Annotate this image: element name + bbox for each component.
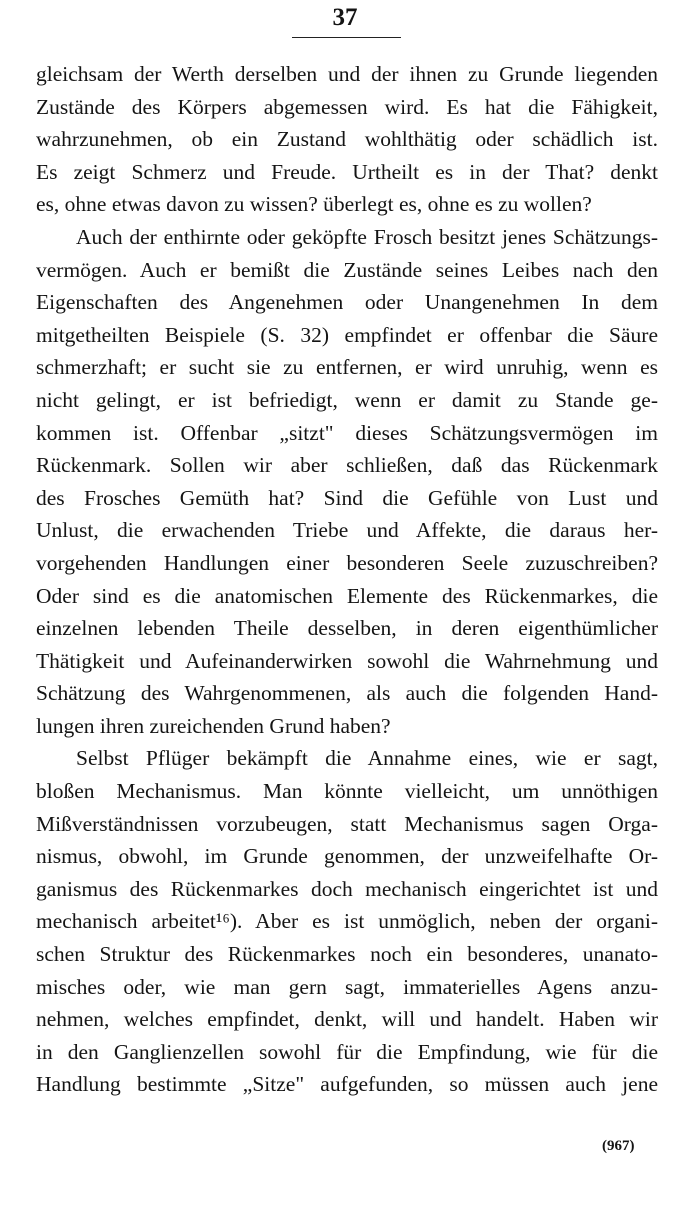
text-line: Rückenmark. Sollen wir aber schließen, daß das Rückenmark	[36, 453, 658, 478]
text-line: gleichsam der Werth derselben und der ihnen zu Grunde liegenden	[36, 62, 658, 86]
text-line: Schätzung des Wahrgenommenen, als auch die folgenden Hand-	[36, 681, 658, 706]
text-line: wahrzunehmen, ob ein Zustand wohlthätig oder schädlich ist.	[36, 127, 658, 152]
text-line: Auch der enthirnte oder geköpfte Frosch besitzt jenes Schätzungs-	[76, 224, 658, 249]
printer-signature: (967)	[602, 1138, 635, 1154]
text-line: mechanisch arbeitet¹⁶). Aber es ist unmöglich, neben der organi-	[36, 909, 658, 934]
header-rule	[292, 37, 401, 38]
text-line: nicht gelingt, er ist befriedigt, wenn er damit zu Stande ge-	[36, 387, 658, 412]
text-line: Mißverständnissen vorzubeugen, statt Mechanismus sagen Orga-	[36, 811, 658, 836]
text-line: schmerzhaft; er sucht sie zu entfernen, er wird unruhig, wenn es	[36, 355, 658, 380]
text-line: Unlust, die erwachenden Triebe und Affekte, die daraus her-	[36, 518, 658, 543]
text-line: Oder sind es die anatomischen Elemente des Rückenmarkes, die	[36, 583, 658, 608]
text-line: Es zeigt Schmerz und Freude. Urtheilt es in der That? denkt	[36, 159, 658, 184]
text-line: ganismus des Rückenmarkes doch mechanisch eingerichtet ist und	[36, 876, 658, 901]
text-line: kommen ist. Offenbar „sitzt" dieses Schätzungsvermögen im	[36, 420, 658, 445]
text-line: Thätigkeit und Aufeinanderwirken sowohl die Wahrnehmung und	[36, 648, 658, 673]
text-line: einzelnen lebenden Theile desselben, in deren eigenthümlicher	[36, 616, 658, 641]
text-line: Selbst Pflüger bekämpft die Annahme eines, wie er sagt,	[76, 746, 658, 771]
text-line: es, ohne etwas davon zu wissen? überlegt es, ohne es zu wollen?	[36, 192, 592, 217]
text-line: bloßen Mechanismus. Man könnte vielleicht, um unnöthigen	[36, 779, 658, 804]
body-text	[36, 58, 658, 1101]
text-line: Zustände des Körpers abgemessen wird. Es hat die Fähigkeit,	[36, 94, 658, 119]
text-line: nismus, obwohl, im Grunde genommen, der unzweifelhafte Or-	[36, 844, 658, 869]
text-line: Eigenschaften des Angenehmen oder Unangenehmen In dem	[36, 290, 658, 315]
text-line: vermögen. Auch er bemißt die Zustände seines Leibes nach den	[36, 257, 658, 282]
text-line: des Frosches Gemüth hat? Sind die Gefühle von Lust und	[36, 485, 658, 510]
text-line: Handlung bestimmte „Sitze" aufgefunden, so müssen auch jene	[36, 1072, 658, 1097]
text-line: misches oder, wie man gern sagt, immaterielles Agens anzu-	[36, 974, 658, 999]
text-line: nehmen, welches empfindet, denkt, will und handelt. Haben wir	[36, 1007, 658, 1032]
text-line: schen Struktur des Rückenmarkes noch ein besonderes, unanato-	[36, 942, 658, 967]
text-line: lungen ihren zureichenden Grund haben?	[36, 713, 391, 738]
text-line: in den Ganglienzellen sowohl für die Empfindung, wie für die	[36, 1039, 658, 1064]
page-number: 37	[332, 4, 358, 31]
text-line: mitgetheilten Beispiele (S. 32) empfindet er offenbar die Säure	[36, 322, 658, 347]
text-line: vorgehenden Handlungen einer besonderen Seele zuzuschreiben?	[36, 550, 658, 575]
